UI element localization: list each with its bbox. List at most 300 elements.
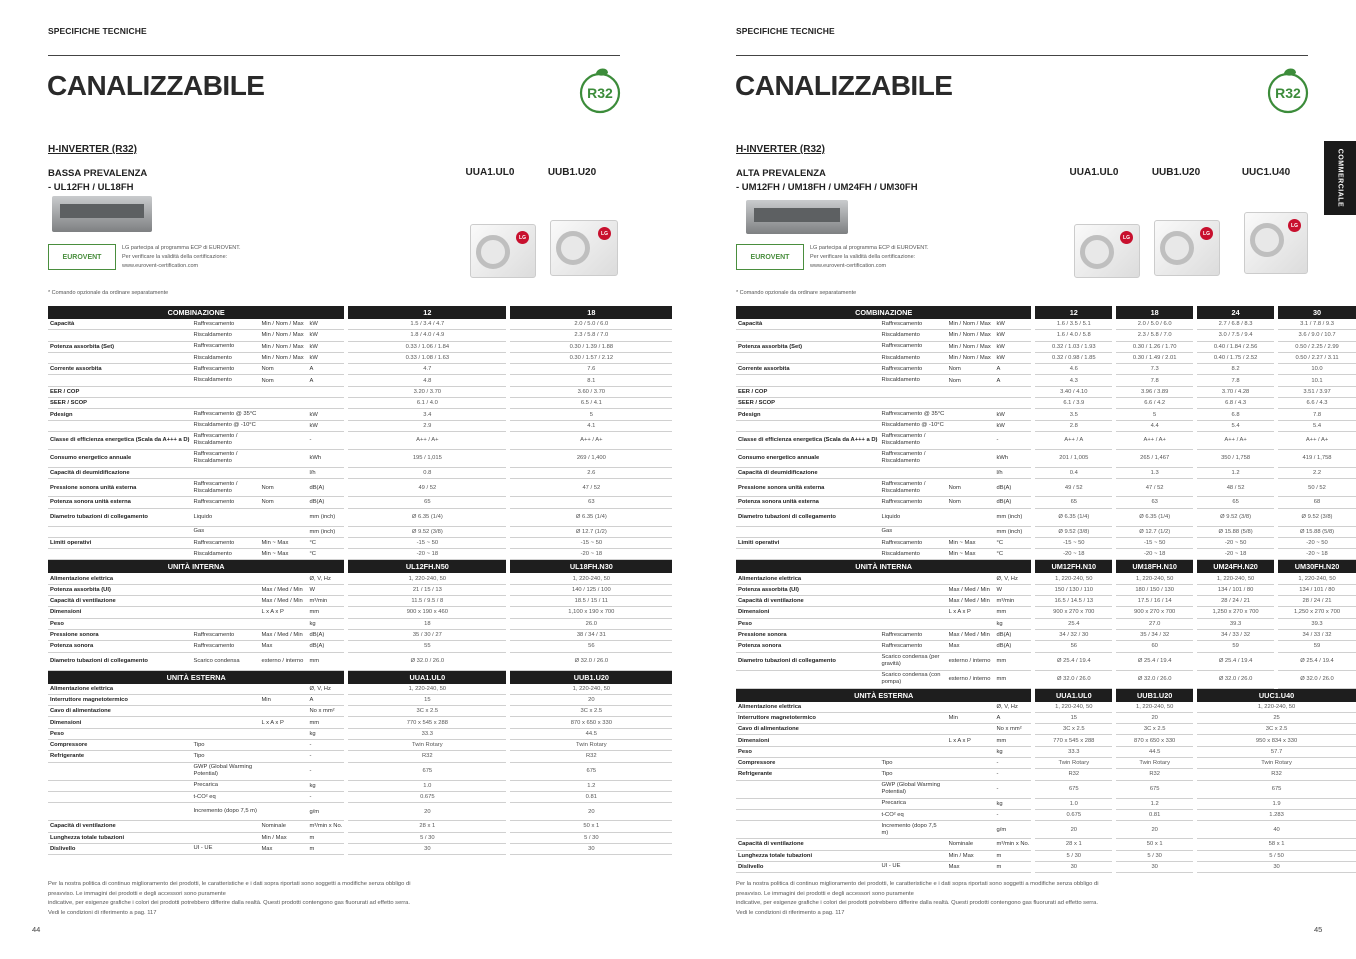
table-row (736, 851, 1356, 862)
cell-value: 0.8 (348, 468, 506, 479)
cell-value: 1.6 / 4.0 / 5.8 (1035, 330, 1112, 341)
row-condition (879, 747, 946, 758)
cell-value: 2.6 (510, 468, 672, 479)
cell-value: 1.2 (510, 781, 672, 792)
cell-value: 2.3 / 5.8 / 7.0 (510, 330, 672, 341)
row-mode: Min / Nom / Max (947, 319, 995, 330)
row-mode: Max (947, 641, 995, 652)
cell-value: 20 (510, 803, 672, 821)
table-row (48, 549, 672, 560)
row-mode (947, 758, 995, 769)
cell-value: 59 (1197, 641, 1274, 652)
row-unit: kWh (995, 450, 1032, 468)
row-label (736, 375, 879, 386)
cell-value: A++ / A+ (1278, 432, 1356, 450)
row-condition: Raffrescamento (191, 364, 259, 375)
cell-value: 44.5 (510, 729, 672, 740)
row-mode (947, 769, 995, 780)
row-unit: mm (inch) (995, 509, 1032, 527)
cell-value: 3C x 2.5 (1035, 724, 1112, 735)
row-label: Potenza sonora unità esterna (736, 497, 879, 508)
row-label: Corrente assorbita (736, 364, 879, 375)
row-mode: Min ~ Max (947, 549, 995, 560)
cell-value: Ø 6.35 (1/4) (1116, 509, 1193, 527)
row-label (736, 671, 879, 689)
row-unit: kg (307, 729, 344, 740)
cell-value: 1, 220-240, 50 (510, 573, 672, 584)
cell-value: Ø 9.52 (3/8) (1278, 509, 1356, 527)
row-unit: A (307, 375, 344, 386)
cell-value: 0.675 (348, 792, 506, 803)
row-unit: W (995, 585, 1032, 596)
eurovent-text: LG partecipa al programma ECP di EUROVENT. Per verificare la validità della certificazione: www.eurovent-certification.com (122, 245, 241, 269)
row-label: SEER / SCOP (48, 398, 191, 409)
row-label: EER / COP (736, 387, 879, 398)
row-condition: Riscaldamento (191, 375, 259, 386)
row-condition: Tipo (879, 769, 946, 780)
cell-value: 0.30 / 1.49 / 2.01 (1116, 353, 1193, 364)
row-label: Capacità di ventilazione (48, 596, 191, 607)
row-label: Peso (48, 729, 191, 740)
row-condition: Tipo (191, 740, 259, 751)
row-label (736, 527, 879, 538)
row-label: Limiti operativi (48, 538, 191, 549)
row-mode: Nominale (259, 821, 307, 832)
table-row (48, 364, 672, 375)
outdoor-unit-image: LG (1074, 224, 1140, 278)
row-unit (995, 398, 1032, 409)
cell-value: Ø 6.35 (1/4) (1035, 509, 1112, 527)
cell-value: Twin Rotary (348, 740, 506, 751)
row-condition: Raffrescamento (191, 641, 259, 652)
cell-value: 900 x 270 x 700 (1116, 607, 1193, 618)
cell-value: 55 (348, 641, 506, 652)
cell-value: 10.1 (1278, 375, 1356, 386)
cell-value: 5 / 50 (1197, 851, 1356, 862)
row-mode (947, 432, 995, 450)
row-mode: esterno / interno (947, 653, 995, 671)
table-row (48, 695, 672, 706)
row-mode: L x A x P (259, 717, 307, 728)
row-mode: Max / Med / Min (947, 585, 995, 596)
row-label: Peso (48, 619, 191, 630)
column-header: UUA1.UL0 (348, 671, 506, 684)
row-mode (259, 450, 307, 468)
cell-value: 57.7 (1197, 747, 1356, 758)
table-row (48, 833, 672, 844)
cell-value: 1, 220-240, 50 (1116, 702, 1193, 713)
row-unit: °C (307, 549, 344, 560)
row-unit: mm (307, 653, 344, 671)
row-condition: Raffrescamento (879, 364, 946, 375)
row-mode (259, 527, 307, 538)
cell-value: 1.9 (1197, 799, 1356, 810)
cell-value: 50 / 52 (1278, 479, 1356, 497)
column-header: 18 (1116, 306, 1193, 319)
table-row (736, 619, 1356, 630)
row-condition: Raffrescamento @ 35°C (879, 409, 946, 420)
row-label: Potenza sonora (48, 641, 191, 652)
cell-value: 65 (1035, 497, 1112, 508)
row-condition: Raffrescamento (879, 319, 946, 330)
cell-value: 0.4 (1035, 468, 1112, 479)
cell-value: 2.3 / 5.8 / 7.0 (1116, 330, 1193, 341)
cell-value: 0.30 / 1.26 / 1.70 (1116, 342, 1193, 353)
row-label (736, 810, 879, 821)
table-row (736, 810, 1356, 821)
table-row (48, 641, 672, 652)
cell-value: 3.4 (348, 409, 506, 420)
row-mode: Min / Max (259, 833, 307, 844)
cell-value: Ø 25.4 / 19.4 (1197, 653, 1274, 671)
row-mode: Min (259, 695, 307, 706)
row-label: Capacità di ventilazione (736, 839, 879, 850)
cell-value: 1, 220-240, 50 (348, 573, 506, 584)
table-row (48, 450, 672, 468)
row-condition: Riscaldamento (879, 353, 946, 364)
cell-value: 6.8 (1197, 409, 1274, 420)
row-label: Classe di efficienza energetica (Scala da A+++ a D) (48, 432, 191, 450)
row-label: Capacità di deumidificazione (736, 468, 879, 479)
row-condition: UI - UE (191, 844, 259, 855)
cell-value: 180 / 150 / 130 (1116, 585, 1193, 596)
cell-value: 33.3 (348, 729, 506, 740)
cell-value: 39.3 (1197, 619, 1274, 630)
cell-value: 1.2 (1116, 799, 1193, 810)
row-label: Dislivello (48, 844, 191, 855)
row-label: Potenza sonora unità esterna (48, 497, 191, 508)
cell-value: 6.6 / 4.3 (1278, 398, 1356, 409)
row-label: Dislivello (736, 862, 879, 873)
table-row (736, 607, 1356, 618)
cell-value: Ø 6.35 (1/4) (510, 509, 672, 527)
cell-value: 0.33 / 1.08 / 1.63 (348, 353, 506, 364)
row-mode: Max (259, 641, 307, 652)
table-row (48, 398, 672, 409)
row-condition: Raffrescamento (191, 342, 259, 353)
row-condition (191, 387, 259, 398)
row-mode: L x A x P (259, 607, 307, 618)
cell-value: 63 (510, 497, 672, 508)
table-row (736, 821, 1356, 839)
row-condition (191, 619, 259, 630)
cell-value: 3C x 2.5 (1197, 724, 1356, 735)
cell-value: 770 x 545 x 288 (1035, 735, 1112, 746)
row-unit: kg (995, 619, 1032, 630)
table-row (48, 844, 672, 855)
row-mode: Min ~ Max (947, 538, 995, 549)
indoor-unit-image (52, 196, 152, 232)
table-row (48, 573, 672, 584)
cell-value: A++ / A (1035, 432, 1112, 450)
cell-value: R32 (510, 751, 672, 762)
row-condition: Raffrescamento (879, 538, 946, 549)
cell-value: Ø 15.88 (5/8) (1197, 527, 1274, 538)
row-label: Potenza assorbita (UI) (48, 585, 191, 596)
row-mode (947, 450, 995, 468)
row-condition: Scarico condensa (con pompa) (879, 671, 946, 689)
cell-value: 27.0 (1116, 619, 1193, 630)
cell-value: 675 (1197, 781, 1356, 799)
row-unit: - (307, 751, 344, 762)
row-condition: Raffrescamento (879, 630, 946, 641)
cell-value: Ø 25.4 / 19.4 (1035, 653, 1112, 671)
outdoor-head-2: UUB1.U20 (547, 167, 597, 178)
table-row (48, 527, 672, 538)
cell-value: 5 (510, 409, 672, 420)
table-section-header (48, 560, 672, 573)
table-row (736, 375, 1356, 386)
row-mode: Nom (947, 364, 995, 375)
row-condition: Riscaldamento (191, 353, 259, 364)
table-row (736, 653, 1356, 671)
row-mode: esterno / interno (259, 653, 307, 671)
table-row (48, 821, 672, 832)
row-mode: esterno / interno (947, 671, 995, 689)
row-mode: Nominale (947, 839, 995, 850)
row-unit: dB(A) (995, 479, 1032, 497)
cell-value: 0.32 / 1.03 / 1.93 (1035, 342, 1112, 353)
cell-value: Ø 9.52 (3/8) (1035, 527, 1112, 538)
table-row (736, 671, 1356, 689)
row-label: Consumo energetico annuale (736, 450, 879, 468)
table-row (736, 724, 1356, 735)
row-unit: - (307, 432, 344, 450)
row-condition: Raffrescamento (879, 342, 946, 353)
cell-value: 419 / 1,758 (1278, 450, 1356, 468)
row-label (736, 799, 879, 810)
table-row (736, 630, 1356, 641)
page-number: 44 (32, 925, 41, 934)
row-label: Potenza sonora (736, 641, 879, 652)
row-mode (947, 702, 995, 713)
row-mode (259, 792, 307, 803)
row-unit: dB(A) (307, 497, 344, 508)
row-unit: kW (995, 421, 1032, 432)
row-mode (947, 409, 995, 420)
eurovent-block (736, 244, 929, 274)
model-line: ALTA PREVALENZA - UM12FH / UM18FH / UM24FH / UM30FH (736, 168, 918, 193)
cell-value: 1.5 / 3.4 / 4.7 (348, 319, 506, 330)
row-label: Diametro tubazioni di collegamento (48, 653, 191, 671)
row-condition: UI - UE (879, 862, 946, 873)
cell-value: Ø 32.0 / 26.0 (1278, 671, 1356, 689)
cell-value: 30 (348, 844, 506, 855)
table-row (736, 735, 1356, 746)
table-row (736, 596, 1356, 607)
row-unit: Ø, V, Hz (995, 702, 1032, 713)
column-header: UM18FH.N10 (1116, 560, 1193, 573)
cell-value: 675 (1035, 781, 1112, 799)
section-title: COMBINAZIONE (48, 306, 344, 319)
cell-value: 2.0 / 5.0 / 6.0 (1116, 319, 1193, 330)
cell-value: 34 / 33 / 32 (1278, 630, 1356, 641)
row-unit: kW (995, 409, 1032, 420)
row-mode: Min / Max (947, 851, 995, 862)
cell-value: -20 ~ 18 (1197, 549, 1274, 560)
cell-value: 35 / 30 / 27 (348, 630, 506, 641)
cell-value: 0.81 (510, 792, 672, 803)
row-unit: l/h (307, 468, 344, 479)
row-unit: dB(A) (307, 630, 344, 641)
table-row (48, 740, 672, 751)
cell-value: 3.96 / 3.89 (1116, 387, 1193, 398)
column-header: 18 (510, 306, 672, 319)
row-unit: kW (995, 353, 1032, 364)
row-condition (879, 851, 946, 862)
table-row (736, 641, 1356, 652)
cell-value: 5 / 30 (348, 833, 506, 844)
cell-value: 5 / 30 (510, 833, 672, 844)
table-row (48, 619, 672, 630)
row-unit: Ø, V, Hz (307, 573, 344, 584)
cell-value: 950 x 834 x 330 (1197, 735, 1356, 746)
page-title: CANALIZZABILE (47, 70, 265, 101)
cell-value: Twin Rotary (1035, 758, 1112, 769)
column-header: UM24FH.N20 (1197, 560, 1274, 573)
outdoor-head-1: UUA1.UL0 (465, 167, 515, 178)
table-row (48, 421, 672, 432)
table-row (736, 387, 1356, 398)
cell-value: 265 / 1,467 (1116, 450, 1193, 468)
row-mode (259, 468, 307, 479)
row-label: Diametro tubazioni di collegamento (736, 509, 879, 527)
row-unit: A (307, 695, 344, 706)
table-section-header (736, 306, 1356, 319)
row-unit: - (995, 781, 1032, 799)
row-condition: Gas (879, 527, 946, 538)
table-row (736, 330, 1356, 341)
row-label (48, 763, 191, 781)
row-unit: m³/min (307, 596, 344, 607)
row-condition: Riscaldamento (879, 330, 946, 341)
row-label: Dimensioni (736, 735, 879, 746)
cell-value: 30 (1116, 862, 1193, 873)
row-unit: mm (307, 607, 344, 618)
row-condition: Riscaldamento (879, 549, 946, 560)
cell-value: Ø 32.0 / 26.0 (1197, 671, 1274, 689)
row-label (48, 527, 191, 538)
cell-value: 134 / 101 / 80 (1197, 585, 1274, 596)
cell-value: 40 (1197, 821, 1356, 839)
row-condition (879, 585, 946, 596)
row-condition: Raffrescamento (191, 538, 259, 549)
table-row (736, 538, 1356, 549)
row-mode (259, 573, 307, 584)
cell-value: 3.70 / 4.28 (1197, 387, 1274, 398)
column-header: UM12FH.N10 (1035, 560, 1112, 573)
row-unit: mm (995, 653, 1032, 671)
row-label: Dimensioni (48, 717, 191, 728)
row-condition: Riscaldamento @ -10°C (879, 421, 946, 432)
row-unit: Ø, V, Hz (995, 573, 1032, 584)
row-mode: Min / Nom / Max (947, 330, 995, 341)
cell-value: 4.1 (510, 421, 672, 432)
row-unit: dB(A) (307, 479, 344, 497)
row-unit: kW (995, 342, 1032, 353)
page-number: 45 (1314, 925, 1323, 934)
cell-value: 68 (1278, 497, 1356, 508)
cell-value: 1.0 (1035, 799, 1112, 810)
row-condition: Raffrescamento / Riscaldamento (191, 432, 259, 450)
row-mode: Min ~ Max (259, 549, 307, 560)
row-condition (879, 619, 946, 630)
row-unit: - (307, 740, 344, 751)
cell-value: Twin Rotary (1116, 758, 1193, 769)
table-section-header (48, 671, 672, 684)
table-row (736, 862, 1356, 873)
row-unit: kW (307, 353, 344, 364)
row-label: Potenza assorbita (Set) (736, 342, 879, 353)
row-mode (947, 724, 995, 735)
cell-value: 8.1 (510, 375, 672, 386)
cell-value: 3.40 / 4.10 (1035, 387, 1112, 398)
row-label (48, 375, 191, 386)
row-mode: Nom (947, 497, 995, 508)
row-unit: kW (307, 342, 344, 353)
table-row (736, 713, 1356, 724)
row-condition: Raffrescamento (879, 497, 946, 508)
table-row (736, 781, 1356, 799)
row-unit: A (307, 364, 344, 375)
row-label: Alimentazione elettrica (736, 702, 879, 713)
row-unit: kg (307, 781, 344, 792)
column-header: UM30FH.N20 (1278, 560, 1356, 573)
row-condition: Precarica (191, 781, 259, 792)
footnote: * Comando opzionale da ordinare separatamente (736, 290, 857, 296)
row-mode (947, 619, 995, 630)
table-row (736, 319, 1356, 330)
row-mode (947, 387, 995, 398)
row-condition: t-CO² eq (191, 792, 259, 803)
eurovent-logo-icon: EUROVENT (48, 244, 116, 270)
column-header: 30 (1278, 306, 1356, 319)
cell-value: Ø 12.7 (1/2) (510, 527, 672, 538)
table-row (736, 839, 1356, 850)
row-label: Peso (736, 619, 879, 630)
cell-value: 2.9 (348, 421, 506, 432)
cell-value: 44.5 (1116, 747, 1193, 758)
table-row (48, 479, 672, 497)
table-row (48, 792, 672, 803)
row-condition: Incremento (dopo 7,5 m) (879, 821, 946, 839)
divider (736, 55, 1308, 56)
table-row (736, 769, 1356, 780)
row-mode (259, 706, 307, 717)
cell-value: 49 / 52 (1035, 479, 1112, 497)
row-unit: - (995, 432, 1032, 450)
row-label: Alimentazione elettrica (48, 573, 191, 584)
row-unit: °C (995, 538, 1032, 549)
table-row (48, 387, 672, 398)
row-mode (259, 803, 307, 821)
cell-value: 11.5 / 9.5 / 8 (348, 596, 506, 607)
cell-value: 26.0 (510, 619, 672, 630)
cell-value: 28 / 24 / 21 (1197, 596, 1274, 607)
row-mode (259, 763, 307, 781)
cell-value: 20 (1035, 821, 1112, 839)
row-label: Dimensioni (48, 607, 191, 618)
row-label (48, 781, 191, 792)
row-unit: - (307, 763, 344, 781)
eurovent-text: LG partecipa al programma ECP di EUROVENT. Per verificare la validità della certificazione: www.eurovent-certification.com (810, 245, 929, 269)
cell-value: 3C x 2.5 (1116, 724, 1193, 735)
table-row (736, 353, 1356, 364)
row-mode (259, 398, 307, 409)
table-row (736, 450, 1356, 468)
outdoor-unit-image: LG (470, 224, 536, 278)
row-unit: W (307, 585, 344, 596)
